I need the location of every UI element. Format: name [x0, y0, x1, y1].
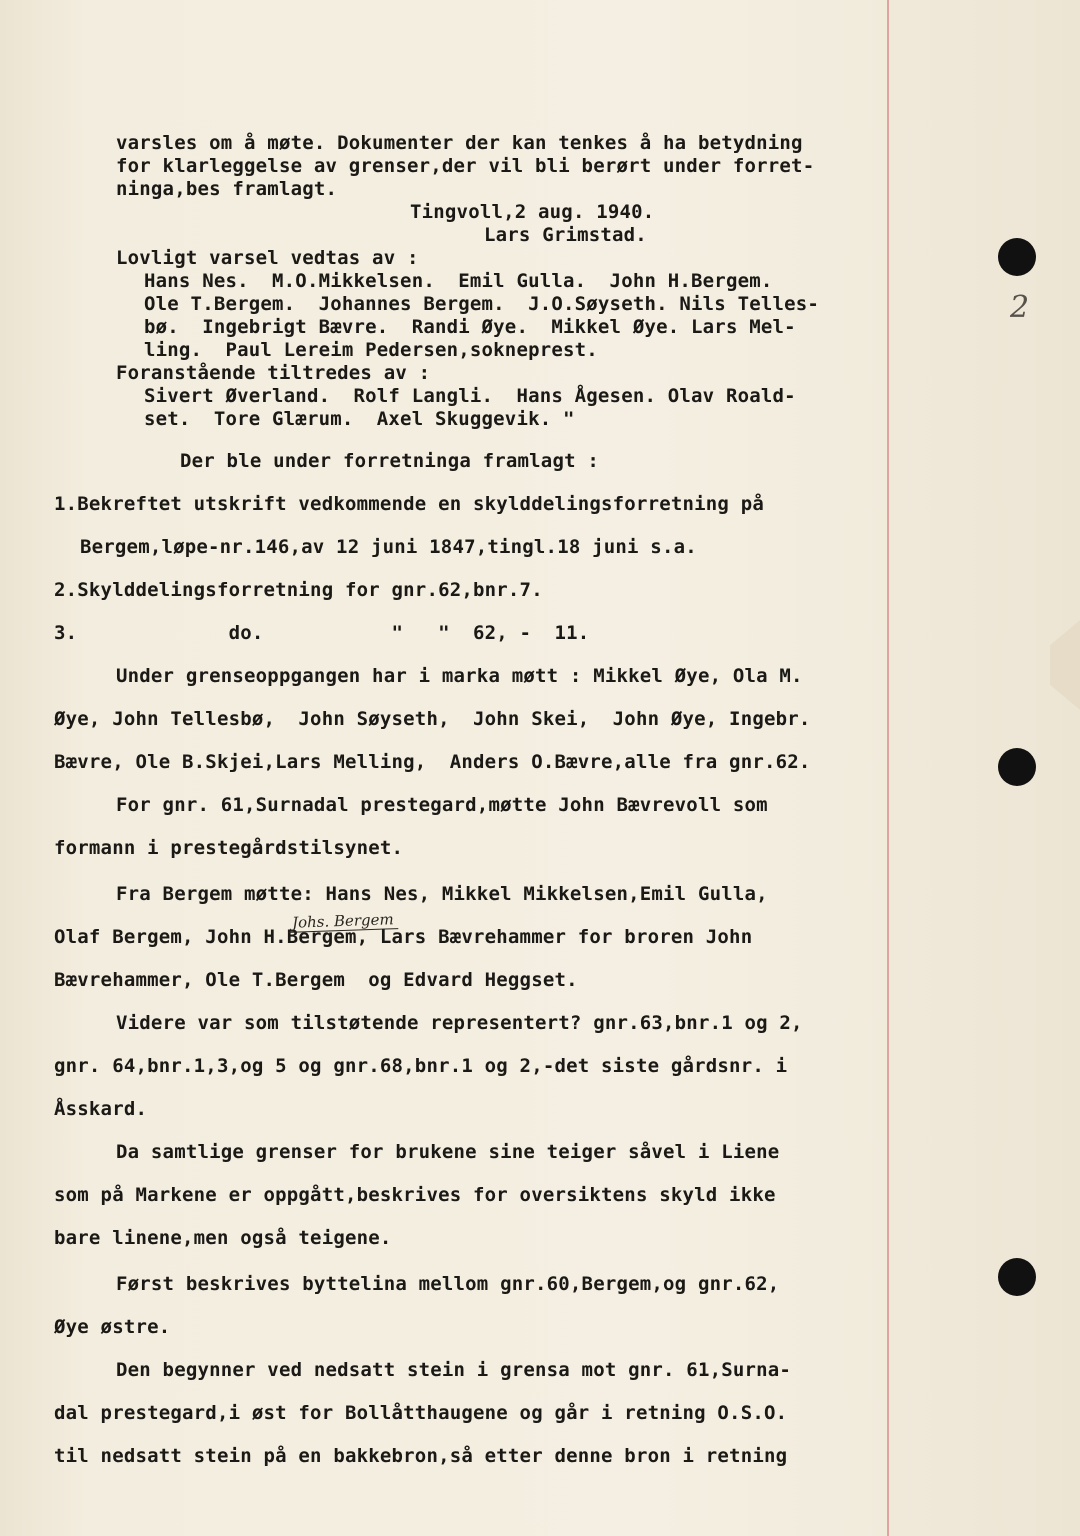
- text-line: Under grenseoppgangen har i marka møtt : Mikkel Øye, Ola M.: [116, 665, 803, 687]
- text-line: Åsskard.: [54, 1098, 148, 1120]
- text-line: Da samtlige grenser for brukene sine teiger såvel i Liene: [116, 1141, 780, 1163]
- list-item: 1.Bekreftet utskrift vedkommende en skylddelingsforretning på: [54, 493, 764, 515]
- handwritten-note: Johs. Bergem: [288, 910, 398, 933]
- text-line: Øye østre.: [54, 1316, 171, 1338]
- text-line: set. Tore Glærum. Axel Skuggevik. ": [144, 408, 575, 430]
- text-line: Foranstående tiltredes av :: [116, 362, 431, 384]
- punch-hole-icon: [998, 748, 1036, 786]
- text-line: varsles om å møte. Dokumenter der kan tenkes å ha betydning: [116, 132, 803, 154]
- list-item: Bergem,løpe-nr.146,av 12 juni 1847,tingl.18 juni s.a.: [80, 536, 697, 558]
- punch-hole-icon: [998, 1258, 1036, 1296]
- text-line: Lovligt varsel vedtas av :: [116, 247, 419, 269]
- text-line: dal prestegard,i øst for Bollåtthaugene og går i retning O.S.O.: [54, 1402, 788, 1424]
- text-line: formann i prestegårdstilsynet.: [54, 837, 404, 859]
- text-line: For gnr. 61,Surnadal prestegard,møtte John Bævrevoll som: [116, 794, 768, 816]
- text-line: Øye, John Tellesbø, John Søyseth, John Skei, John Øye, Ingebr.: [54, 708, 811, 730]
- list-item: 3. do. " " 62, - 11.: [54, 622, 590, 644]
- text-line: bare linene,men også teigene.: [54, 1227, 392, 1249]
- signature-line: Lars Grimstad.: [484, 224, 647, 246]
- text-line: som på Markene er oppgått,beskrives for oversiktens skyld ikke: [54, 1184, 776, 1206]
- text-line: Først beskrives byttelina mellom gnr.60,Bergem,og gnr.62,: [116, 1273, 780, 1295]
- text-line: Fra Bergem møtte: Hans Nes, Mikkel Mikkelsen,Emil Gulla,: [116, 883, 768, 905]
- text-line: ling. Paul Lereim Pedersen,sokneprest.: [144, 339, 598, 361]
- text-line: Olaf Bergem, John H.Bergem, Lars Bævrehammer for broren John: [54, 926, 753, 948]
- text-line: Den begynner ved nedsatt stein i grensa mot gnr. 61,Surna-: [116, 1359, 792, 1381]
- text-line: Videre var som tilstøtende representert? gnr.63,bnr.1 og 2,: [116, 1012, 803, 1034]
- text-line: Hans Nes. M.O.Mikkelsen. Emil Gulla. John H.Bergem.: [144, 270, 773, 292]
- margin-rule: [887, 0, 889, 1536]
- punch-hole-icon: [998, 238, 1036, 276]
- text-line: Ole T.Bergem. Johannes Bergem. J.O.Søyseth. Nils Telles-: [144, 293, 820, 315]
- text-line: bø. Ingebrigt Bævre. Randi Øye. Mikkel Øye. Lars Mel-: [144, 316, 796, 338]
- text-line: ninga,bes framlagt.: [116, 178, 338, 200]
- text-line: Der ble under forretninga framlagt :: [180, 450, 600, 472]
- text-line: Sivert Øverland. Rolf Langli. Hans Ågesen. Olav Roald-: [144, 385, 796, 407]
- text-line: gnr. 64,bnr.1,3,og 5 og gnr.68,bnr.1 og 2,-det siste gårdsnr. i: [54, 1055, 788, 1077]
- text-line: Bævrehammer, Ole T.Bergem og Edvard Heggset.: [54, 969, 578, 991]
- date-line: Tingvoll,2 aug. 1940.: [410, 201, 655, 223]
- text-line: til nedsatt stein på en bakkebron,så etter denne bron i retning: [54, 1445, 788, 1467]
- text-line: for klarleggelse av grenser,der vil bli berørt under forret-: [116, 155, 815, 177]
- text-line: Bævre, Ole B.Skjei,Lars Melling, Anders O.Bævre,alle fra gnr.62.: [54, 751, 811, 773]
- list-item: 2.Skylddelingsforretning for gnr.62,bnr.7.: [54, 579, 543, 601]
- page-number: 2: [1010, 290, 1030, 325]
- page-margin-strip: [889, 0, 1080, 1536]
